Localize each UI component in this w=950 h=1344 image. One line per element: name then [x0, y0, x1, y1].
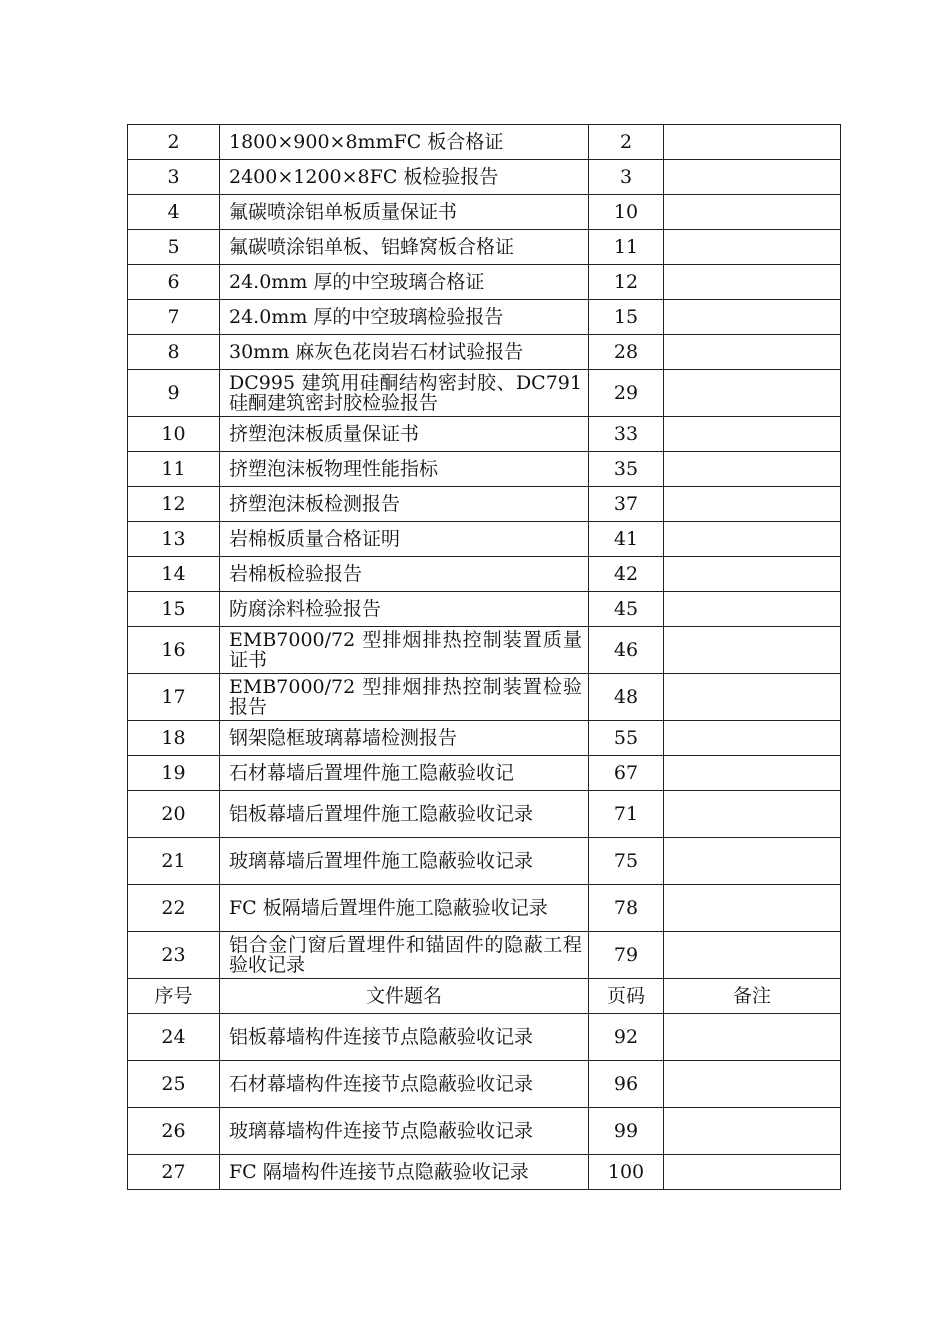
- row-page: 71: [589, 791, 664, 838]
- row-remark: [664, 370, 841, 417]
- row-number: 18: [128, 721, 220, 756]
- row-number: 17: [128, 674, 220, 721]
- row-number: 22: [128, 885, 220, 932]
- row-number: 26: [128, 1108, 220, 1155]
- row-remark: [664, 1061, 841, 1108]
- row-remark: [664, 522, 841, 557]
- row-number: 2: [128, 125, 220, 160]
- table-row: [128, 1108, 841, 1155]
- row-remark: [664, 335, 841, 370]
- row-page: 79: [589, 932, 664, 979]
- row-page: 55: [589, 721, 664, 756]
- row-page: 28: [589, 335, 664, 370]
- row-remark: [664, 592, 841, 627]
- row-title: 氟碳喷涂铝单板、铝蜂窝板合格证: [220, 230, 589, 265]
- row-remark: [664, 487, 841, 522]
- row-remark: [664, 195, 841, 230]
- row-page: 10: [589, 195, 664, 230]
- row-title: 石材幕墙后置埋件施工隐蔽验收记: [220, 756, 589, 791]
- row-title: EMB7000/72 型排烟排热控制装置质量证书: [220, 627, 589, 674]
- row-title: 2400×1200×8FC 板检验报告: [220, 160, 589, 195]
- table-row: [128, 370, 841, 417]
- row-number: 19: [128, 756, 220, 791]
- row-page: 2: [589, 125, 664, 160]
- row-page: 67: [589, 756, 664, 791]
- table-row: [128, 522, 841, 557]
- row-title: 铝板幕墙构件连接节点隐蔽验收记录: [220, 1014, 589, 1061]
- table-row: [128, 627, 841, 674]
- row-number: 12: [128, 487, 220, 522]
- table-body-top: [128, 125, 841, 979]
- row-title: 挤塑泡沫板物理性能指标: [220, 452, 589, 487]
- row-number: 21: [128, 838, 220, 885]
- row-page: 45: [589, 592, 664, 627]
- table-row: [128, 721, 841, 756]
- row-number: 9: [128, 370, 220, 417]
- row-title: 防腐涂料检验报告: [220, 592, 589, 627]
- header-row: [128, 979, 841, 1014]
- row-number: 20: [128, 791, 220, 838]
- table-row: [128, 1061, 841, 1108]
- row-number: 6: [128, 265, 220, 300]
- row-number: 24: [128, 1014, 220, 1061]
- row-number: 4: [128, 195, 220, 230]
- row-number: 3: [128, 160, 220, 195]
- row-page: 99: [589, 1108, 664, 1155]
- row-page: 41: [589, 522, 664, 557]
- header-page: 页码: [589, 979, 664, 1014]
- table-row: [128, 125, 841, 160]
- row-remark: [664, 1108, 841, 1155]
- table-row: [128, 1155, 841, 1190]
- table-row: [128, 452, 841, 487]
- row-title: 玻璃幕墙构件连接节点隐蔽验收记录: [220, 1108, 589, 1155]
- row-remark: [664, 791, 841, 838]
- table-row: [128, 230, 841, 265]
- row-title: 石材幕墙构件连接节点隐蔽验收记录: [220, 1061, 589, 1108]
- table-row: [128, 885, 841, 932]
- row-remark: [664, 125, 841, 160]
- row-remark: [664, 627, 841, 674]
- row-number: 23: [128, 932, 220, 979]
- row-page: 12: [589, 265, 664, 300]
- row-number: 11: [128, 452, 220, 487]
- row-remark: [664, 452, 841, 487]
- row-page: 48: [589, 674, 664, 721]
- table-row: [128, 160, 841, 195]
- row-remark: [664, 1014, 841, 1061]
- row-remark: [664, 721, 841, 756]
- row-remark: [664, 160, 841, 195]
- row-title: 1800×900×8mmFC 板合格证: [220, 125, 589, 160]
- row-number: 5: [128, 230, 220, 265]
- table-row: [128, 335, 841, 370]
- row-page: 35: [589, 452, 664, 487]
- row-remark: [664, 756, 841, 791]
- row-page: 96: [589, 1061, 664, 1108]
- row-title: 岩棉板质量合格证明: [220, 522, 589, 557]
- row-number: 25: [128, 1061, 220, 1108]
- row-number: 14: [128, 557, 220, 592]
- row-remark: [664, 417, 841, 452]
- row-title: 挤塑泡沫板质量保证书: [220, 417, 589, 452]
- table-row: [128, 417, 841, 452]
- table-row: [128, 1014, 841, 1061]
- row-page: 42: [589, 557, 664, 592]
- row-title: 氟碳喷涂铝单板质量保证书: [220, 195, 589, 230]
- table-body-bottom: [128, 1014, 841, 1190]
- row-number: 10: [128, 417, 220, 452]
- document-page: [127, 124, 840, 1190]
- row-title: 铝板幕墙后置埋件施工隐蔽验收记录: [220, 791, 589, 838]
- row-number: 8: [128, 335, 220, 370]
- row-title: FC 板隔墙后置埋件施工隐蔽验收记录: [220, 885, 589, 932]
- row-title: 岩棉板检验报告: [220, 557, 589, 592]
- row-title: EMB7000/72 型排烟排热控制装置检验报告: [220, 674, 589, 721]
- table-row: [128, 487, 841, 522]
- row-title: 铝合金门窗后置埋件和锚固件的隐蔽工程验收记录: [220, 932, 589, 979]
- row-remark: [664, 557, 841, 592]
- table-row: [128, 300, 841, 335]
- header-remark: 备注: [664, 979, 841, 1014]
- row-number: 27: [128, 1155, 220, 1190]
- row-page: 15: [589, 300, 664, 335]
- row-remark: [664, 1155, 841, 1190]
- table-row: [128, 265, 841, 300]
- row-remark: [664, 265, 841, 300]
- row-page: 37: [589, 487, 664, 522]
- row-page: 46: [589, 627, 664, 674]
- row-page: 92: [589, 1014, 664, 1061]
- row-title: 挤塑泡沫板检测报告: [220, 487, 589, 522]
- row-number: 13: [128, 522, 220, 557]
- row-page: 33: [589, 417, 664, 452]
- table-row: [128, 557, 841, 592]
- header-no: 序号: [128, 979, 220, 1014]
- row-title: FC 隔墙构件连接节点隐蔽验收记录: [220, 1155, 589, 1190]
- table-row: [128, 838, 841, 885]
- row-page: 3: [589, 160, 664, 195]
- row-title: 玻璃幕墙后置埋件施工隐蔽验收记录: [220, 838, 589, 885]
- file-index-table: [127, 124, 841, 1190]
- row-page: 75: [589, 838, 664, 885]
- table-row: [128, 592, 841, 627]
- table-header-repeat: [128, 979, 841, 1014]
- row-title: DC995 建筑用硅酮结构密封胶、DC791 硅酮建筑密封胶检验报告: [220, 370, 589, 417]
- table-row: [128, 674, 841, 721]
- row-title: 24.0mm 厚的中空玻璃检验报告: [220, 300, 589, 335]
- row-remark: [664, 885, 841, 932]
- row-number: 15: [128, 592, 220, 627]
- table-row: [128, 932, 841, 979]
- row-remark: [664, 932, 841, 979]
- row-page: 11: [589, 230, 664, 265]
- row-number: 7: [128, 300, 220, 335]
- header-title: 文件题名: [220, 979, 589, 1014]
- row-remark: [664, 300, 841, 335]
- row-page: 78: [589, 885, 664, 932]
- row-remark: [664, 230, 841, 265]
- row-title: 30mm 麻灰色花岗岩石材试验报告: [220, 335, 589, 370]
- row-remark: [664, 838, 841, 885]
- row-title: 钢架隐框玻璃幕墙检测报告: [220, 721, 589, 756]
- table-row: [128, 195, 841, 230]
- row-remark: [664, 674, 841, 721]
- row-number: 16: [128, 627, 220, 674]
- row-page: 100: [589, 1155, 664, 1190]
- table-row: [128, 791, 841, 838]
- table-row: [128, 756, 841, 791]
- row-page: 29: [589, 370, 664, 417]
- row-title: 24.0mm 厚的中空玻璃合格证: [220, 265, 589, 300]
